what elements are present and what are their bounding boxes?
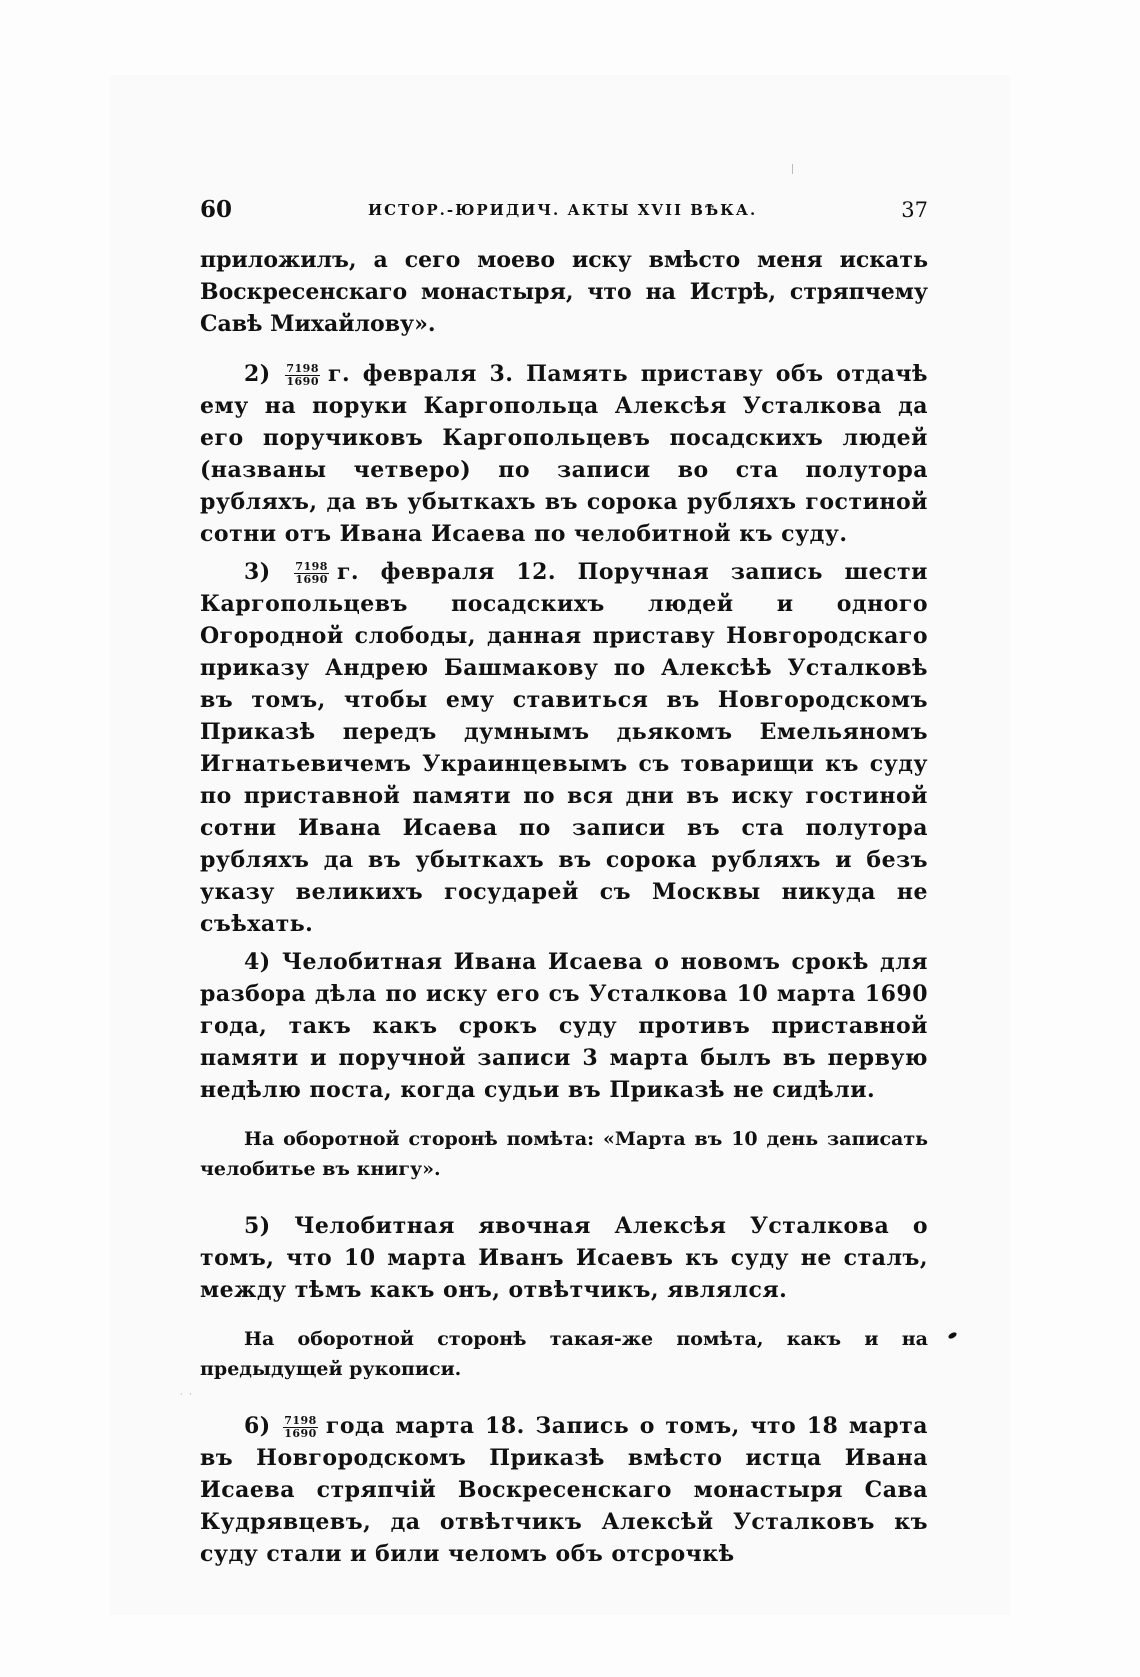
entry-text: Челобитная явочная Алексѣя Усталкова о томъ, что 10 марта Иванъ Исаевъ къ суду не сталъ, между тѣмъ какъ онъ, отвѣтчикъ, являлся. <box>200 1213 928 1303</box>
page-header <box>200 196 928 226</box>
entry-label: 3) <box>244 559 271 585</box>
entry-label: 4) <box>244 949 271 975</box>
entry-text: года марта 18. Запись о томъ, что 18 марта въ Новгородскомъ Приказѣ вмѣсто истца Ивана Исаева стряпчій Воскресенскаго монастыря Сава Кудрявцевъ, да отвѣтчикъ Алексѣй Усталковъ къ суду стали и били челомъ объ отсрочкѣ <box>200 1413 928 1567</box>
continuation-paragraph: приложилъ, а сего моево иску вмѣсто меня искать Воскресенскаго монастыря, что на Истрѣ, стряпчему Савѣ Михайлову». <box>200 247 928 337</box>
date-fraction: $\frac{7198}{1690}$ <box>284 1413 317 1440</box>
page-number: 60 <box>200 196 233 223</box>
entry-3 <box>200 556 928 940</box>
entry-label: 5) <box>244 1213 271 1239</box>
running-title: ИСТОР.-ЮРИДИЧ. АКТЫ XVII ВѢКА. <box>368 201 758 219</box>
entry-label: 6) <box>244 1413 271 1439</box>
entry-label: 2) <box>244 361 271 387</box>
scan-mark <box>792 164 793 174</box>
document-number: 37 <box>901 198 928 222</box>
entry-5 <box>200 1210 928 1384</box>
entry-text: г. февраля 3. Память приставу объ отдачѣ ему на поруки Каргопольца Алексѣя Усталкова да его поручиковъ Каргопольцевъ посадскихъ людей (названы четверо) по записи во ста полутора рубляхъ, да въ убыткахъ въ сорока рубляхъ гостиной сотни отъ Ивана Исаева по челобитной къ суду. <box>200 361 928 547</box>
entry-text: Челобитная Ивана Исаева о новомъ срокѣ для разбора дѣла по иску его съ Усталкова 10 марта 1690 года, такъ какъ срокъ суду противъ приставной памяти и поручной записи 3 марта былъ въ первую недѣлю поста, когда судьи въ Приказѣ не сидѣли. <box>200 949 928 1103</box>
entry-6 <box>200 1410 928 1570</box>
page-body <box>200 244 928 1576</box>
entry-4 <box>200 946 928 1184</box>
entry-2 <box>200 358 928 550</box>
entry-text: г. февраля 12. Поручная запись шести Каргопольцевъ посадскихъ людей и одного Огородной слободы, данная приставу Новгородскаго приказу Андрею Башмакову по Алексѣѣ Усталковѣ въ томъ, чтобы ему ставиться въ Новгородскомъ Приказѣ передъ думнымъ дьякомъ Емельяномъ Игнатьевичемъ Украинцевымъ съ товарищи къ суду по приставной памяти по вся дни въ иску гостиной сотни Ивана Исаева по записи въ ста полутора рубляхъ да въ убыткахъ въ сорока рубляхъ и безъ указу великихъ государей съ Москвы никуда не съѣхать. <box>200 559 928 937</box>
date-fraction: $\frac{7198}{1690}$ <box>295 559 328 586</box>
date-fraction: $\frac{7198}{1690}$ <box>286 361 319 388</box>
entry-note: На оборотной сторонѣ такая-же помѣта, какъ и на предыдущей рукописи. <box>200 1328 928 1380</box>
scan-specks: · · <box>180 1390 194 1399</box>
entry-note: На оборотной сторонѣ помѣта: «Марта въ 10 день записать челобитье въ книгу». <box>200 1128 928 1180</box>
